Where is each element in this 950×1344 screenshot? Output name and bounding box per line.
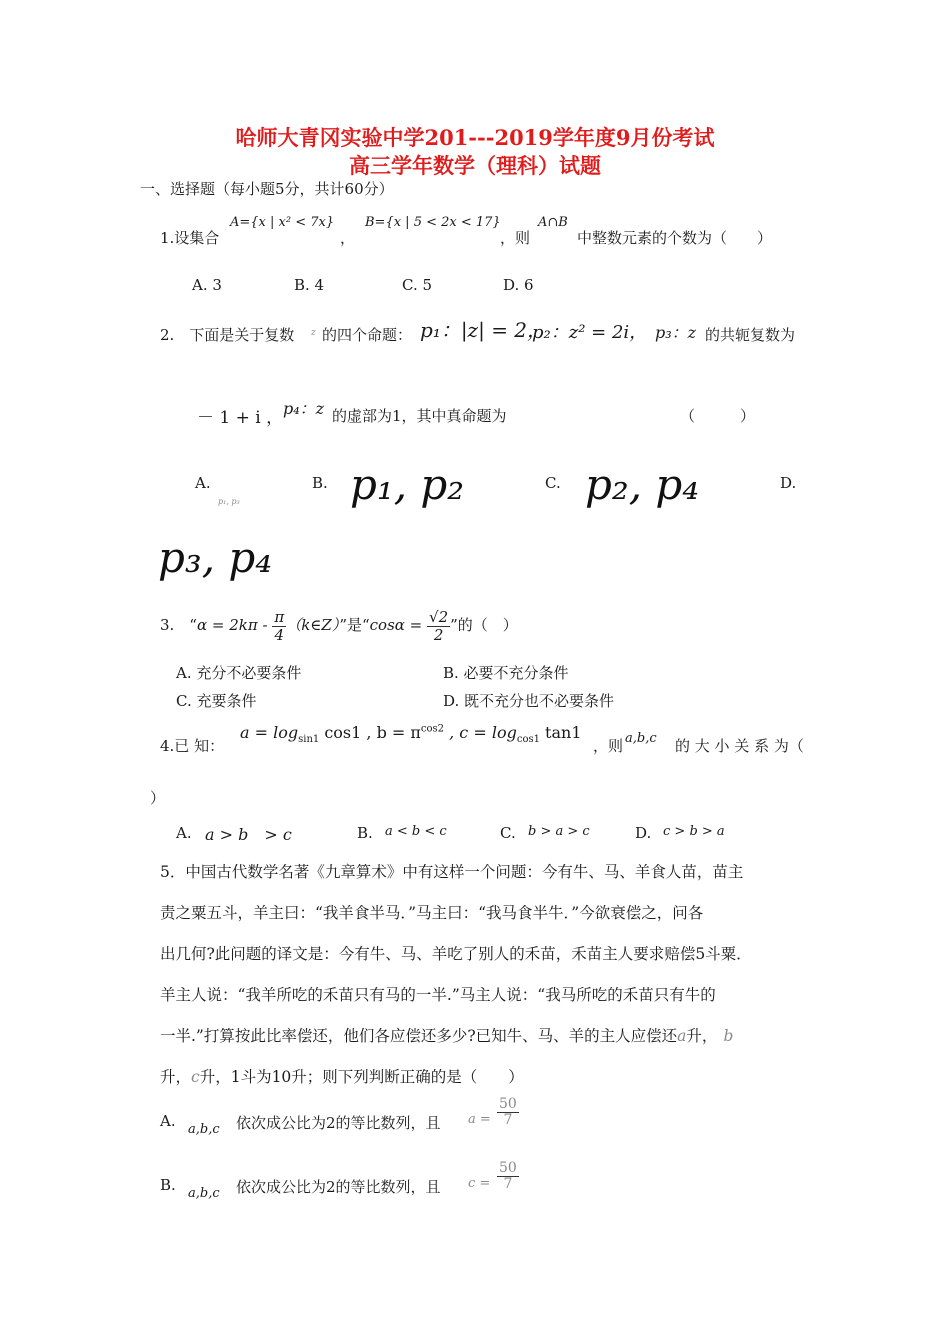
q1-prefix: 1.设集合 xyxy=(160,229,220,247)
q1-option-c: C. 5 xyxy=(402,276,433,294)
q4-option-b-value: a < b < c xyxy=(385,824,447,839)
q2-option-a-value: p₁, p₃ xyxy=(218,497,240,506)
q2-option-a-label: A. xyxy=(195,474,211,492)
q2-answer-paren: （ ） xyxy=(680,407,756,425)
q4-then: ，则 xyxy=(593,737,624,755)
q4-tan1: tan1 xyxy=(539,723,582,742)
q5-option-a-label: A. xyxy=(160,1112,176,1130)
q5-line-1: 5．中国古代数学名著《九章算术》中有这样一个问题：今有牛、马、羊食人苗，苗主 xyxy=(160,863,744,881)
q2-p4: p₄：z xyxy=(283,399,325,418)
q5-option-a-den: 7 xyxy=(503,1112,513,1129)
q2-option-c-label: C. xyxy=(545,474,561,492)
q1-suffix: 中整数元素的个数为（ ） xyxy=(577,229,773,247)
q5-line-4: 羊主人说：“我羊所吃的禾苗只有马的一半.”马主人说：“我马所吃的禾苗只有牛的 xyxy=(160,986,716,1004)
q2-prefix: 2. 下面是关于复数 xyxy=(160,326,295,344)
q4-suffix: 的 大 小 关 系 为（ xyxy=(675,737,804,755)
q5-line-6-unit: 升， xyxy=(160,1068,192,1086)
q2-option-d-value: p₃, p₄ xyxy=(158,533,273,582)
q4-option-a-value: a > b > c xyxy=(205,825,292,844)
q3-sqrt2: √2 xyxy=(429,608,449,626)
q5-option-a-abc: a,b,c xyxy=(188,1122,220,1137)
q5-option-b-var: c = xyxy=(468,1176,491,1191)
q3-cos: cosα = xyxy=(369,616,428,634)
q5-option-b-den: 7 xyxy=(503,1176,513,1193)
q4-option-c-value: b > a > c xyxy=(528,824,590,839)
q3-two: 2 xyxy=(433,625,444,644)
q4-cos1: cos1 , b = π xyxy=(319,723,421,742)
q1-option-b: B. 4 xyxy=(294,276,325,294)
q3-four: 4 xyxy=(274,625,285,644)
q3-suffix: ”的（ ） xyxy=(450,616,518,634)
q5-var-c: c xyxy=(191,1068,200,1086)
q4-option-a-label: A. xyxy=(176,824,192,842)
q4-prefix: 4.已 知： xyxy=(160,737,225,755)
section-heading: 一、选择题（每小题5分，共计60分） xyxy=(140,180,394,198)
q5-option-b-abc: a,b,c xyxy=(188,1186,220,1201)
q3-sqrt2-over-2 xyxy=(427,609,450,643)
q3-option-a: A. 充分不必要条件 xyxy=(176,664,302,682)
q3-option-b: B. 必要不充分条件 xyxy=(443,664,569,682)
q1-option-a: A. 3 xyxy=(192,276,222,294)
q4-option-d-label: D. xyxy=(635,824,652,842)
q2-p3-text: 的共轭复数为 xyxy=(705,326,796,344)
q2-p4-text: 的虚部为1，其中真命题为 xyxy=(332,407,507,425)
q4-expression xyxy=(240,723,582,745)
q4-option-b-label: B. xyxy=(357,824,373,842)
exam-title-line2: 高三学年数学（理科）试题 xyxy=(349,153,601,178)
q5-line-3: 出几何?此问题的译文是：今有牛、马、羊吃了别人的禾苗，禾苗主人要求赔偿5斗粟． xyxy=(160,945,752,963)
q2-p2: p₂：z² = 2i， xyxy=(532,322,648,343)
q5-line-6 xyxy=(160,1065,524,1087)
q5-line-6-text: 升，1斗为10升；则下列判断正确的是（ ） xyxy=(199,1068,524,1086)
q4-a-log: a = log xyxy=(240,723,299,742)
exam-title-line1: 哈师大青冈实验中学201---2019学年度9月份考试 xyxy=(235,125,715,150)
q5-var-a: a xyxy=(677,1027,687,1045)
q5-option-b-fraction xyxy=(497,1161,519,1193)
q2-option-b-label: B. xyxy=(312,474,328,492)
q4-close-paren: ） xyxy=(150,789,166,807)
q5-line-5 xyxy=(160,1024,733,1046)
q3-pi: π xyxy=(274,608,285,626)
q4-c-log: , c = log xyxy=(444,723,517,742)
q2-option-c-value: p₂, p₄ xyxy=(585,460,700,509)
q1-comma: ， xyxy=(340,229,356,247)
q2-p1: p₁：|z| = 2， xyxy=(420,318,548,342)
q1-intersection: A∩B xyxy=(538,215,568,230)
q5-line-5-unit: 升， xyxy=(686,1027,718,1045)
q4-sub-cos1: cos1 xyxy=(516,734,540,746)
q2-option-b-value: p₁, p₂ xyxy=(350,460,465,509)
q3-mid: ”是“ xyxy=(339,616,370,634)
q3-expr: α = 2kπ - xyxy=(196,616,273,634)
q4-abc: a,b,c xyxy=(625,731,657,746)
q4-sup-cos2: cos2 xyxy=(420,723,445,735)
q5-option-b-text: 依次成公比为2的等比数列，且 xyxy=(236,1178,441,1196)
q2-mid: 的四个命题： xyxy=(322,326,413,344)
q5-line-2: 责之粟五斗，羊主曰：“我羊食半马．”马主曰：“我马食半牛．”今欲衰偿之，问各 xyxy=(160,904,704,922)
q4-sub-sin1: sin1 xyxy=(298,734,320,746)
q3-prefix: 3. “ xyxy=(160,616,197,634)
q5-option-a-var: a = xyxy=(468,1112,491,1127)
q1-set-b: B={x | 5 < 2x < 17} xyxy=(365,215,501,230)
q3-option-d: D. 既不充分也不必要条件 xyxy=(443,692,615,710)
q3-pi-over-4 xyxy=(272,609,286,643)
q2-option-d-label: D. xyxy=(780,474,797,492)
q2-p3: p₃：z xyxy=(655,323,697,342)
q1-then: ，则 xyxy=(500,229,531,247)
q5-option-b-num: 50 xyxy=(499,1160,517,1176)
q5-var-b: b xyxy=(723,1027,734,1045)
q3-kz: （k∈Z） xyxy=(286,616,340,634)
q5-option-a-num: 50 xyxy=(499,1096,517,1112)
q5-option-b-label: B. xyxy=(160,1176,176,1194)
q5-option-a-fraction xyxy=(497,1097,519,1129)
q2-z-label: z xyxy=(311,328,316,338)
q1-set-a: A={x | x² < 7x} xyxy=(230,215,335,230)
q2-conjugate: － 1 + i ， xyxy=(197,408,284,428)
q5-line-5-text: 一半.”打算按此比率偿还，他们各应偿还多少?已知牛、马、羊的主人应偿还 xyxy=(160,1027,678,1045)
q4-option-c-label: C. xyxy=(500,824,516,842)
q1-option-d: D. 6 xyxy=(503,276,534,294)
q3-option-c: C. 充要条件 xyxy=(176,692,257,710)
q3-statement xyxy=(160,600,518,650)
q5-option-a-text: 依次成公比为2的等比数列，且 xyxy=(236,1114,441,1132)
q4-option-d-value: c > b > a xyxy=(663,824,725,839)
